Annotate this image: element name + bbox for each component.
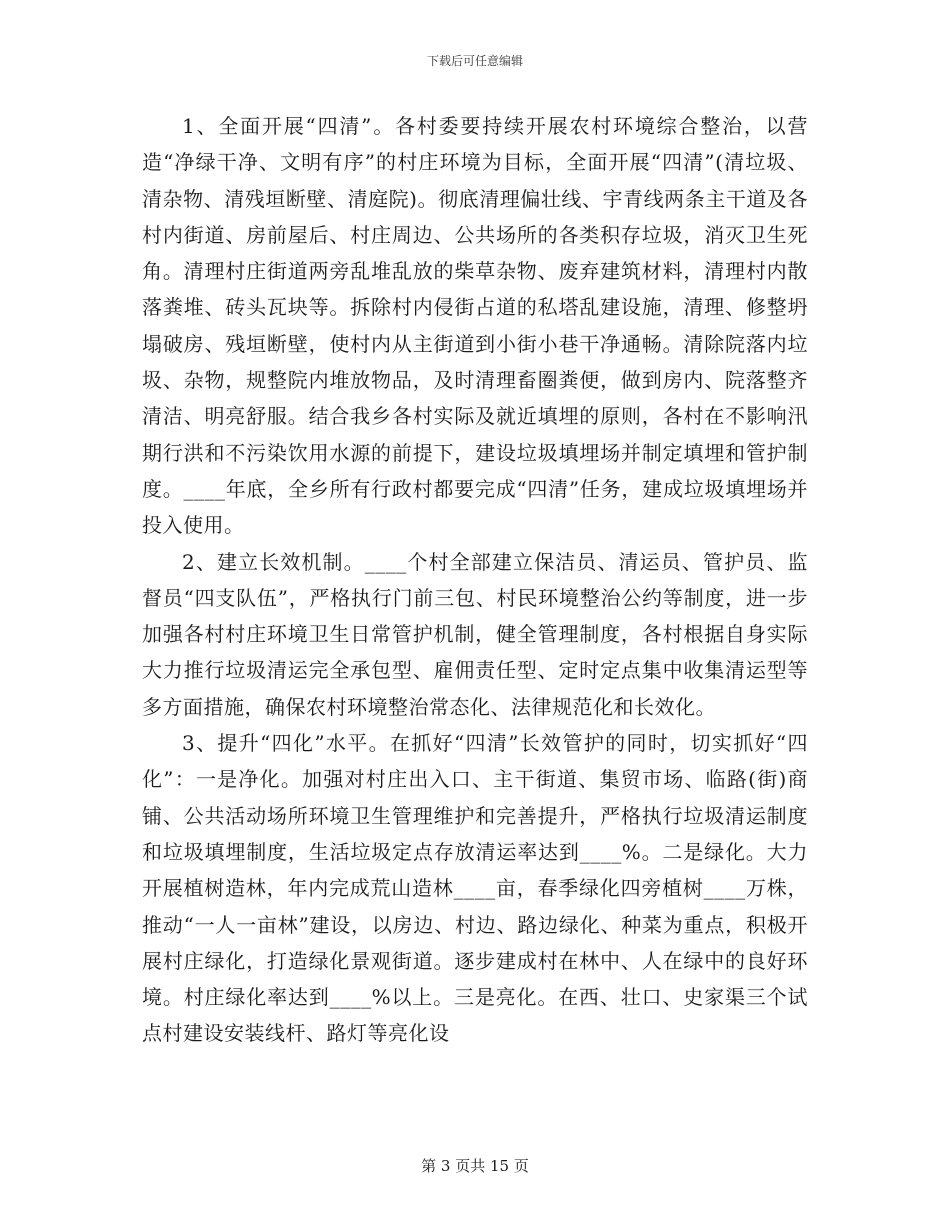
paragraph-2-long-term-mechanism: 2、建立长效机制。____个村全部建立保洁员、清运员、管护员、监督员“四支队伍”，严格执行门前三包、村民环境整治公约等制度，进一步加强各村村庄环境卫生日常管护机制，健全管理制度，各村根据自身实际大力推行垃圾清运完全承包型、雇佣责任型、定时定点集中收集清运型等多方面措施，确保农村环境整治常态化、法律规范化和长效化。 (142, 549, 808, 719)
paragraph-1-comprehensive-cleanup: 1、全面开展“四清”。各村委要持续开展农村环境综合整治，以营造“净绿干净、文明有序”的村庄环境为目标，全面开展“四清”(清垃圾、清杂物、清残垣断壁、清庭院)。彻底清理偏壮线、宇青线两条主干道及各村内街道、房前屋后、村庄周边、公共场所的各类积存垃圾，消灭卫生死角。清理村庄街道两旁乱堆乱放的柴草杂物、废弃建筑材料，清理村内散落粪堆、砖头瓦块等。拆除村内侵街占道的私塔乱建设施，清理、修整坍塌破房、残垣断壁，使村内从主街道到小街小巷干净通畅。清除院落内垃圾、杂物，规整院内堆放物品，及时清理畜圈粪便，做到房内、院落整齐清洁、明亮舒服。结合我乡各村实际及就近填埋的原则，各村在不影响汛期行洪和不污染饮用水源的前提下，建设垃圾填埋场并制定填埋和管护制度。____年底，全乡所有行政村都要完成“四清”任务，建成垃圾填埋场并投入使用。 (142, 114, 808, 538)
page-header-note: 下载后可任意编辑 (426, 54, 523, 68)
document-body (142, 108, 808, 1052)
paragraph-3-four-improvements: 3、提升“四化”水平。在抓好“四清”长效管护的同时，切实抓好“四化”：一是净化。加强对村庄出入口、主干街道、集贸市场、临路(街)商铺、公共活动场所环境卫生管理维护和完善提升，严格执行垃圾清运制度和垃圾填埋制度，生活垃圾定点存放清运率达到____%。二是绿化。大力开展植树造林，年内完成荒山造林____亩，春季绿化四旁植树____万株，推动“一人一亩林”建设，以房边、村边、路边绿化、种菜为重点，积极开展村庄绿化，打造绿化景观街道。逐步建成村在林中、人在绿中的良好环境。村庄绿化率达到____%以上。三是亮化。在西、壮口、史家渠三个试点村建设安装线杆、路灯等亮化设 (142, 731, 808, 1046)
page-number: 第 3 页共 15 页 (421, 1157, 529, 1175)
